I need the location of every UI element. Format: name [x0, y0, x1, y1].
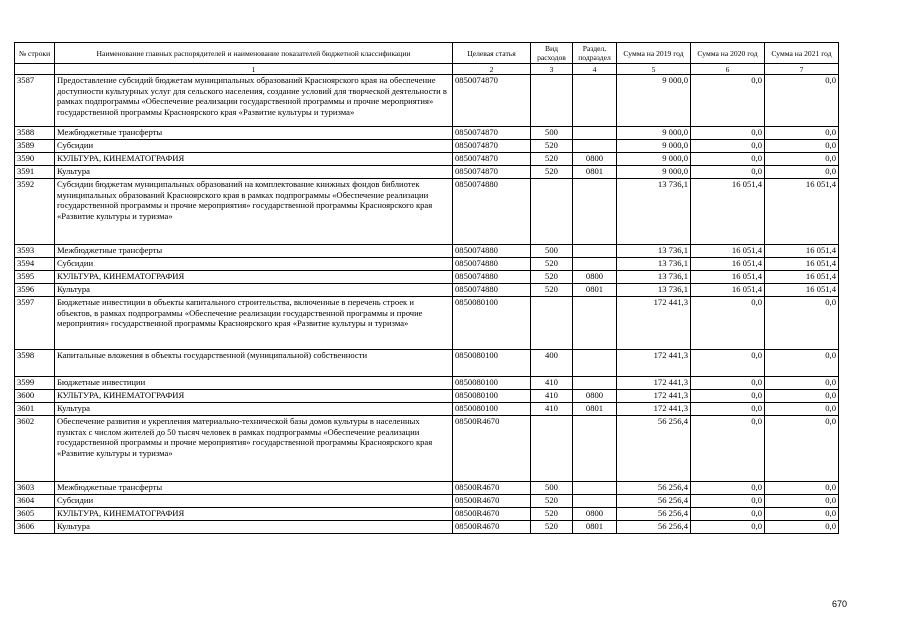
cell-sum-2020: 16 051,4 [691, 284, 765, 297]
cell-row-number: 3605 [15, 508, 55, 521]
cell-sum-2021: 16 051,4 [765, 258, 839, 271]
cell-sum-2020: 0,0 [691, 350, 765, 377]
cell-expense-type: 410 [531, 377, 573, 390]
cell-sum-2019: 56 256,4 [617, 416, 691, 482]
table-row [15, 127, 839, 140]
cell-sum-2020: 0,0 [691, 140, 765, 153]
cell-target-article: 0850074870 [453, 166, 531, 179]
table-row [15, 297, 839, 350]
cell-target-article: 0850080100 [453, 377, 531, 390]
cell-row-number: 3591 [15, 166, 55, 179]
cell-name: Межбюджетные трансферты [55, 482, 453, 495]
cell-section [573, 377, 617, 390]
table-row [15, 284, 839, 297]
table-header [15, 43, 839, 75]
cell-sum-2021: 16 051,4 [765, 179, 839, 245]
cell-target-article: 0850074880 [453, 258, 531, 271]
cell-sum-2020: 0,0 [691, 416, 765, 482]
cell-name: Субсидии бюджетам муниципальных образований на комплектование книжных фондов библиотек муниципальных образований Красноярского края в рамках подпрограммы «Обеспечение реализации государственной программы и прочие мероприятия» государственной программы Красноярского края «Развитие культуры и туризма» [55, 179, 453, 245]
cell-section: 0800 [573, 508, 617, 521]
cell-sum-2019: 56 256,4 [617, 521, 691, 534]
cell-target-article: 08500R4670 [453, 416, 531, 482]
cell-expense-type: 500 [531, 127, 573, 140]
cell-section [573, 75, 617, 127]
cell-sum-2019: 172 441,3 [617, 403, 691, 416]
cell-sum-2019: 56 256,4 [617, 508, 691, 521]
cell-section [573, 127, 617, 140]
cell-row-number: 3588 [15, 127, 55, 140]
cell-row-number: 3590 [15, 153, 55, 166]
cell-row-number: 3601 [15, 403, 55, 416]
cell-sum-2021: 0,0 [765, 140, 839, 153]
cell-row-number: 3606 [15, 521, 55, 534]
column-number: 7 [765, 64, 839, 75]
cell-expense-type: 500 [531, 482, 573, 495]
cell-sum-2020: 16 051,4 [691, 179, 765, 245]
cell-target-article: 0850080100 [453, 403, 531, 416]
table-row [15, 140, 839, 153]
cell-row-number: 3596 [15, 284, 55, 297]
cell-section [573, 495, 617, 508]
column-number [15, 64, 55, 75]
cell-expense-type: 520 [531, 508, 573, 521]
column-number: 2 [453, 64, 531, 75]
cell-sum-2020: 0,0 [691, 495, 765, 508]
column-number: 4 [573, 64, 617, 75]
cell-sum-2019: 9 000,0 [617, 127, 691, 140]
cell-sum-2021: 0,0 [765, 390, 839, 403]
cell-target-article: 0850080100 [453, 350, 531, 377]
cell-target-article: 0850074880 [453, 271, 531, 284]
column-number: 1 [55, 64, 453, 75]
cell-name: Культура [55, 403, 453, 416]
cell-name: Капитальные вложения в объекты государственной (муниципальной) собственности [55, 350, 453, 377]
cell-name: Бюджетные инвестиции [55, 377, 453, 390]
cell-name: Предоставление субсидий бюджетам муниципальных образований Красноярского края на обеспечение доступности культурных услуг для сельского населения, создание условий для творческой деятельности в рамках подпрограммы «Обеспечение реализации государственной программы и прочие мероприятия» государственной программы Красноярского края «Развитие культуры и туризма» [55, 75, 453, 127]
cell-expense-type: 410 [531, 403, 573, 416]
cell-expense-type: 500 [531, 245, 573, 258]
cell-sum-2020: 0,0 [691, 521, 765, 534]
cell-target-article: 08500R4670 [453, 508, 531, 521]
cell-expense-type: 520 [531, 166, 573, 179]
cell-sum-2020: 0,0 [691, 127, 765, 140]
table-row [15, 153, 839, 166]
table-row [15, 403, 839, 416]
cell-sum-2019: 13 736,1 [617, 284, 691, 297]
column-number: 5 [617, 64, 691, 75]
cell-sum-2020: 0,0 [691, 482, 765, 495]
cell-expense-type [531, 179, 573, 245]
cell-sum-2021: 0,0 [765, 297, 839, 350]
cell-section [573, 258, 617, 271]
table-row [15, 75, 839, 127]
cell-row-number: 3592 [15, 179, 55, 245]
cell-sum-2021: 16 051,4 [765, 271, 839, 284]
cell-sum-2021: 0,0 [765, 166, 839, 179]
cell-sum-2019: 9 000,0 [617, 166, 691, 179]
cell-sum-2019: 56 256,4 [617, 495, 691, 508]
column-number: 3 [531, 64, 573, 75]
page-number: 670 [831, 599, 847, 609]
cell-expense-type: 520 [531, 153, 573, 166]
cell-target-article: 08500R4670 [453, 495, 531, 508]
cell-target-article: 0850074880 [453, 284, 531, 297]
cell-sum-2021: 0,0 [765, 495, 839, 508]
cell-sum-2019: 172 441,3 [617, 390, 691, 403]
cell-sum-2019: 9 000,0 [617, 75, 691, 127]
cell-expense-type [531, 75, 573, 127]
cell-row-number: 3597 [15, 297, 55, 350]
table-row [15, 245, 839, 258]
cell-section [573, 482, 617, 495]
cell-section [573, 416, 617, 482]
cell-target-article: 08500R4670 [453, 521, 531, 534]
cell-name: КУЛЬТУРА, КИНЕМАТОГРАФИЯ [55, 271, 453, 284]
cell-expense-type: 520 [531, 140, 573, 153]
cell-section: 0800 [573, 153, 617, 166]
cell-sum-2021: 16 051,4 [765, 245, 839, 258]
cell-section [573, 297, 617, 350]
cell-expense-type [531, 416, 573, 482]
cell-section: 0801 [573, 284, 617, 297]
cell-sum-2021: 0,0 [765, 416, 839, 482]
cell-sum-2020: 0,0 [691, 153, 765, 166]
cell-sum-2019: 56 256,4 [617, 482, 691, 495]
cell-target-article: 08500R4670 [453, 482, 531, 495]
cell-section: 0800 [573, 390, 617, 403]
table-row [15, 508, 839, 521]
cell-sum-2020: 0,0 [691, 166, 765, 179]
table-row [15, 271, 839, 284]
column-number: 6 [691, 64, 765, 75]
cell-row-number: 3587 [15, 75, 55, 127]
cell-name: Культура [55, 521, 453, 534]
cell-target-article: 0850074870 [453, 75, 531, 127]
cell-sum-2021: 0,0 [765, 482, 839, 495]
cell-row-number: 3600 [15, 390, 55, 403]
cell-target-article: 0850074870 [453, 153, 531, 166]
cell-sum-2021: 0,0 [765, 350, 839, 377]
cell-sum-2020: 0,0 [691, 508, 765, 521]
cell-expense-type: 520 [531, 284, 573, 297]
cell-target-article: 0850074870 [453, 140, 531, 153]
cell-sum-2019: 13 736,1 [617, 179, 691, 245]
cell-name: КУЛЬТУРА, КИНЕМАТОГРАФИЯ [55, 390, 453, 403]
cell-target-article: 0850080100 [453, 390, 531, 403]
cell-name: Межбюджетные трансферты [55, 245, 453, 258]
cell-sum-2019: 172 441,3 [617, 297, 691, 350]
cell-section: 0800 [573, 271, 617, 284]
cell-sum-2019: 13 736,1 [617, 245, 691, 258]
cell-sum-2021: 0,0 [765, 75, 839, 127]
cell-sum-2020: 0,0 [691, 297, 765, 350]
table-row [15, 258, 839, 271]
table-row [15, 179, 839, 245]
cell-section [573, 140, 617, 153]
header-sum-2020: Сумма на 2020 год [691, 43, 765, 64]
cell-sum-2020: 0,0 [691, 390, 765, 403]
cell-expense-type: 520 [531, 258, 573, 271]
cell-sum-2021: 0,0 [765, 153, 839, 166]
table-row [15, 416, 839, 482]
cell-row-number: 3603 [15, 482, 55, 495]
cell-name: Культура [55, 166, 453, 179]
cell-expense-type: 400 [531, 350, 573, 377]
cell-section [573, 179, 617, 245]
cell-name: КУЛЬТУРА, КИНЕМАТОГРАФИЯ [55, 153, 453, 166]
header-name: Наименование главных распорядителей и наименование показателей бюджетной классификации [55, 43, 453, 64]
cell-name: Субсидии [55, 495, 453, 508]
cell-row-number: 3598 [15, 350, 55, 377]
cell-sum-2020: 16 051,4 [691, 271, 765, 284]
header-target-article: Целевая статья [453, 43, 531, 64]
budget-table [14, 42, 839, 534]
cell-section: 0801 [573, 521, 617, 534]
cell-expense-type: 520 [531, 521, 573, 534]
cell-row-number: 3593 [15, 245, 55, 258]
header-expense-type: Вид расходов [531, 43, 573, 64]
table-row [15, 390, 839, 403]
cell-sum-2021: 0,0 [765, 521, 839, 534]
header-sum-2019: Сумма на 2019 год [617, 43, 691, 64]
cell-name: Субсидии [55, 140, 453, 153]
table-body [15, 75, 839, 534]
header-row-number: № строки [15, 43, 55, 64]
cell-target-article: 0850074870 [453, 127, 531, 140]
cell-sum-2020: 0,0 [691, 377, 765, 390]
table-row [15, 495, 839, 508]
cell-sum-2019: 172 441,3 [617, 350, 691, 377]
cell-row-number: 3594 [15, 258, 55, 271]
cell-target-article: 0850074880 [453, 245, 531, 258]
cell-sum-2021: 0,0 [765, 403, 839, 416]
cell-section: 0801 [573, 166, 617, 179]
cell-row-number: 3602 [15, 416, 55, 482]
cell-section: 0801 [573, 403, 617, 416]
table-row [15, 521, 839, 534]
cell-name: Межбюджетные трансферты [55, 127, 453, 140]
table-row [15, 166, 839, 179]
cell-row-number: 3589 [15, 140, 55, 153]
cell-name: Субсидии [55, 258, 453, 271]
table-row [15, 377, 839, 390]
cell-sum-2021: 0,0 [765, 377, 839, 390]
cell-sum-2020: 0,0 [691, 75, 765, 127]
cell-row-number: 3604 [15, 495, 55, 508]
header-sum-2021: Сумма на 2021 год [765, 43, 839, 64]
table-row [15, 482, 839, 495]
cell-sum-2021: 0,0 [765, 127, 839, 140]
cell-name: Бюджетные инвестиции в объекты капитального строительства, включенные в перечень строек и объектов, в рамках подпрограммы «Обеспечение реализации государственной программы и прочие мероприятия» государственной программы Красноярского края «Развитие культуры и туризма» [55, 297, 453, 350]
cell-name: КУЛЬТУРА, КИНЕМАТОГРАФИЯ [55, 508, 453, 521]
cell-sum-2019: 9 000,0 [617, 140, 691, 153]
cell-expense-type: 520 [531, 271, 573, 284]
cell-name: Культура [55, 284, 453, 297]
cell-sum-2020: 16 051,4 [691, 245, 765, 258]
cell-expense-type: 520 [531, 495, 573, 508]
cell-sum-2020: 0,0 [691, 403, 765, 416]
cell-sum-2021: 16 051,4 [765, 284, 839, 297]
header-section: Раздел, подраздел [573, 43, 617, 64]
cell-sum-2019: 13 736,1 [617, 271, 691, 284]
cell-sum-2019: 13 736,1 [617, 258, 691, 271]
table-row [15, 350, 839, 377]
cell-sum-2020: 16 051,4 [691, 258, 765, 271]
cell-name: Обеспечение развития и укрепления материально-технической базы домов культуры в населенных пунктах с числом жителей до 50 тысяч человек в рамках подпрограммы «Обеспечение реализации государственной программы и прочие мероприятия» государственной программы Красноярского края «Развитие культуры и туризма» [55, 416, 453, 482]
cell-target-article: 0850074880 [453, 179, 531, 245]
cell-target-article: 0850080100 [453, 297, 531, 350]
cell-section [573, 350, 617, 377]
cell-sum-2021: 0,0 [765, 508, 839, 521]
cell-section [573, 245, 617, 258]
cell-row-number: 3599 [15, 377, 55, 390]
cell-sum-2019: 9 000,0 [617, 153, 691, 166]
cell-expense-type: 410 [531, 390, 573, 403]
cell-expense-type [531, 297, 573, 350]
cell-row-number: 3595 [15, 271, 55, 284]
cell-sum-2019: 172 441,3 [617, 377, 691, 390]
